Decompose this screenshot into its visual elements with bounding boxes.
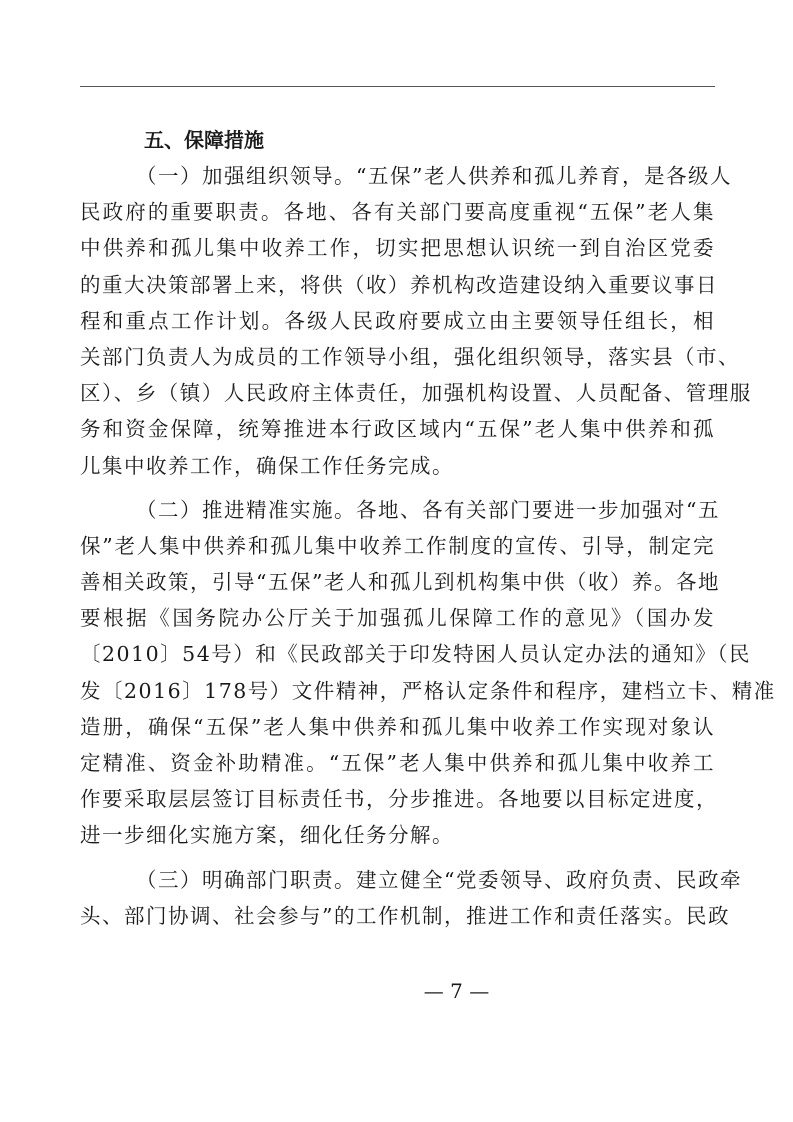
paragraph-line: 务和资金保障，统筹推进本行政区域内“五保”老人集中供养和孤 [80, 417, 715, 442]
paragraph-spacer [80, 484, 715, 492]
paragraph-line: 民政府的重要职责。各地、各有关部门要高度重视“五保”老人集 [80, 200, 715, 225]
paragraph-line: （一）加强组织领导。“五保”老人供养和孤儿养育，是各级人 [136, 164, 732, 188]
paragraph-line: 头、部门协调、社会参与”的工作机制，推进工作和责任落实。民政 [80, 903, 730, 928]
paragraph-line: 中供养和孤儿集中收养工作，切实把思想认识统一到自治区党委 [80, 236, 715, 261]
paragraph-1 [80, 158, 752, 484]
document-body [80, 124, 776, 934]
section-heading: 五、保障措施 [144, 128, 264, 152]
paragraph-line: 区）、乡（镇）人民政府主体责任，加强机构设置、人员配备、管理服 [80, 381, 752, 406]
paragraph-line: 程和重点工作计划。各级人民政府要成立由主要领导任组长，相 [80, 308, 715, 333]
paragraph-line: （二）推进精准实施。各地、各有关部门要进一步加强对“五 [136, 497, 720, 522]
paragraph-line: 进一步细化实施方案，细化任务分解。 [80, 823, 454, 848]
paragraph-line: 定精准、资金补助精准。“五保”老人集中供养和孤儿集中收养工 [80, 751, 715, 775]
paragraph-3 [80, 862, 742, 934]
header-rule [80, 86, 715, 87]
paragraph-line: 保”老人集中供养和孤儿集中收养工作制度的宣传、引导，制定完 [80, 533, 715, 558]
paragraph-line: 造册，确保“五保”老人集中供养和孤儿集中收养工作实现对象认 [80, 714, 715, 739]
paragraph-line: 发〔2016〕178号）文件精神，严格认定条件和程序，建档立卡、精准 [80, 678, 776, 703]
paragraph-line: 〔2010〕54号）和《民政部关于印发特困人员认定办法的通知》（民 [80, 642, 752, 667]
paragraph-line: 要根据《国务院办公厅关于加强孤儿保障工作的意见》（国办发 [80, 606, 715, 631]
paragraph-2 [80, 492, 776, 854]
page-number-label: — 7 — [423, 979, 490, 1003]
paragraph-line: 的重大决策部署上来，将供（收）养机构改造建设纳入重要议事日 [80, 272, 718, 297]
paragraph-line: 善相关政策，引导“五保”老人和孤儿到机构集中供（收）养。各地 [80, 570, 720, 595]
paragraph-line: 儿集中收养工作，确保工作任务完成。 [80, 453, 454, 478]
page-number [0, 977, 793, 1005]
paragraph-spacer [80, 854, 715, 862]
paragraph-line: 作要采取层层签订目标责任书，分步推进。各地要以目标定进度， [80, 787, 718, 812]
paragraph-line: 关部门负责人为成员的工作领导小组，强化组织领导，落实县（市、 [80, 344, 740, 369]
paragraph-line: （三）明确部门职责。建立健全“党委领导、政府负责、民政牵 [136, 867, 742, 892]
